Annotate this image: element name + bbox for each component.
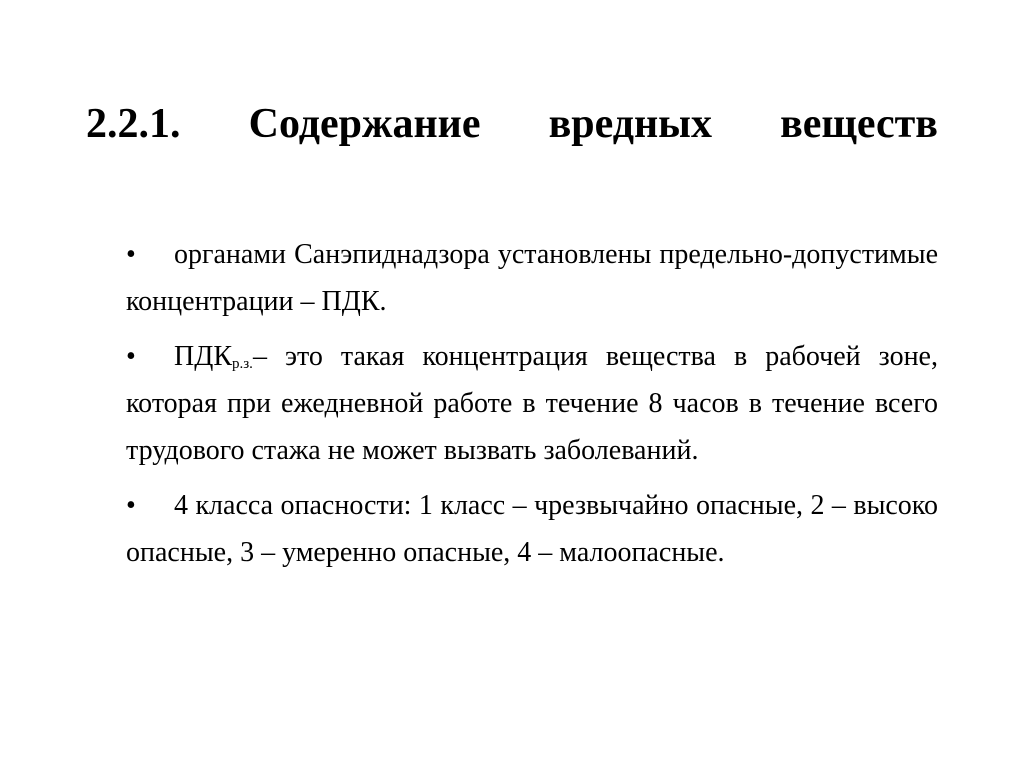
bullet-text: 4 класса опасности: 1 класс – чрезвычайно опасные, 2 – высоко опасные, 3 – умеренно опасные, 4 – малоопасные. — [126, 490, 938, 568]
bullet-marker: • — [126, 490, 136, 521]
bullet-item-pdk-established — [126, 231, 938, 325]
pdk-term: ПДК — [174, 341, 232, 372]
bullet-text: органами Санэпиднадзора установлены предельно-допустимые концентрации – ПДК. — [126, 239, 938, 317]
bullet-marker: • — [126, 341, 136, 372]
bullet-item-pdk-definition — [126, 333, 938, 474]
bullet-list — [126, 231, 938, 584]
bullet-item-hazard-classes — [126, 482, 938, 576]
bullet-text: – это такая концентрация вещества в рабочей зоне, которая при ежедневной работе в течение 8 часов в течение всего трудового стажа не может вызвать заболеваний. — [126, 341, 938, 466]
slide-title: 2.2.1. Содержание вредных веществ — [86, 101, 938, 147]
bullet-marker: • — [126, 239, 136, 270]
pdk-term-subscript: р.з. — [232, 356, 253, 372]
